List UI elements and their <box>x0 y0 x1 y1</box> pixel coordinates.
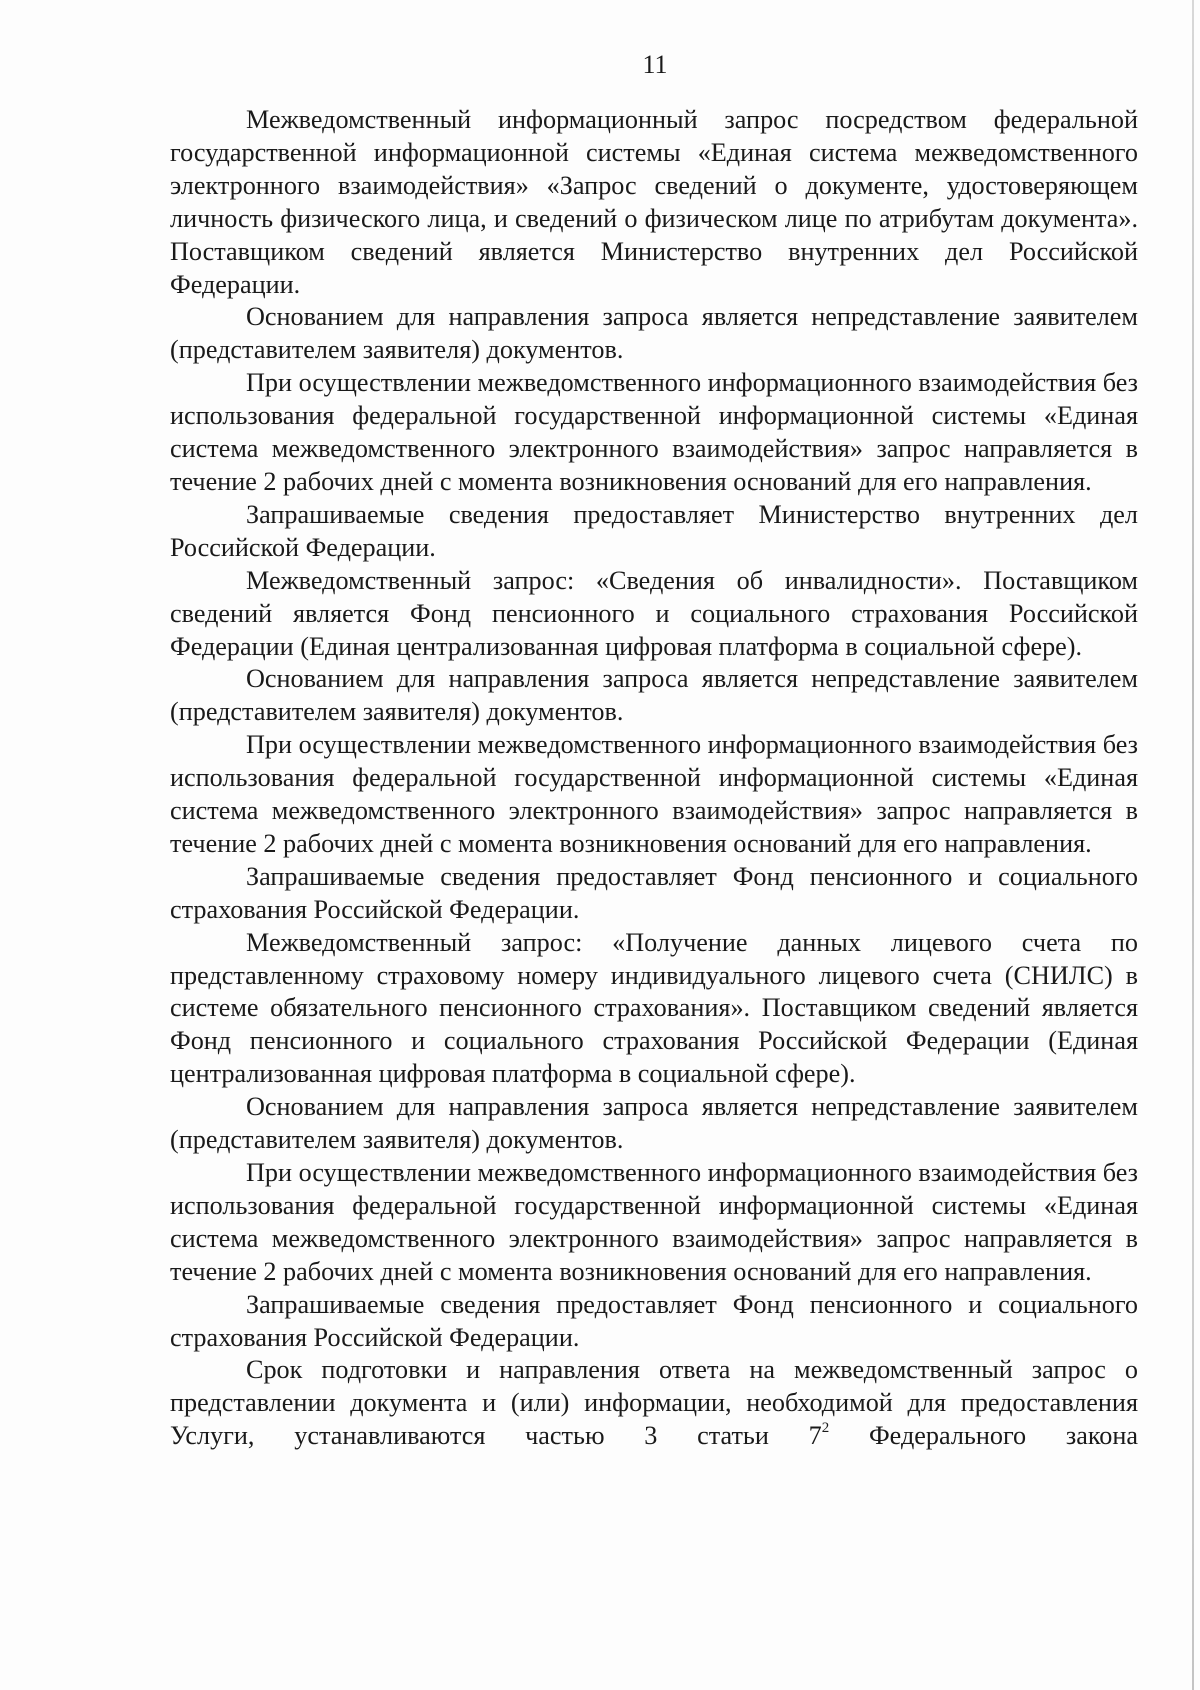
paragraph: Запрашиваемые сведения предоставляет Фонд пенсионного и социального страхования Российской Федерации. <box>170 861 1138 924</box>
article-superscript: 2 <box>821 1420 830 1437</box>
final-paragraph-tail: Федерального закона <box>829 1421 1138 1451</box>
paragraph: Межведомственный запрос: «Сведения об инвалидности». Поставщиком сведений является Фонд пенсионного и социального страхования Российской Федерации (Единая централизованная цифровая платформа в социальной сфере). <box>170 565 1138 661</box>
paragraph: Основанием для направления запроса является непредставление заявителем (представителем заявителя) документов. <box>170 664 1138 727</box>
paragraph: При осуществлении межведомственного информационного взаимодействия без использования федеральной государственной информационной системы «Единая система межведомственного электронного взаимодействия» запрос направляется в течение 2 рабочих дней с момента возникновения оснований для его направления. <box>170 1158 1138 1286</box>
paragraph: При осуществлении межведомственного информационного взаимодействия без использования федеральной государственной информационной системы «Единая система межведомственного электронного взаимодействия» запрос направляется в течение 2 рабочих дней с момента возникновения оснований для его направления. <box>170 730 1138 858</box>
paragraph: Запрашиваемые сведения предоставляет Министерство внутренних дел Российской Федерации. <box>170 499 1138 562</box>
paragraph: При осуществлении межведомственного информационного взаимодействия без использования федеральной государственной информационной системы «Единая система межведомственного электронного взаимодействия» запрос направляется в течение 2 рабочих дней с момента возникновения оснований для его направления. <box>170 368 1138 496</box>
final-paragraph <box>170 1354 1138 1453</box>
paragraph: Основанием для направления запроса является непредставление заявителем (представителем заявителя) документов. <box>170 1092 1138 1155</box>
scan-edge-shadow <box>1192 0 1194 1690</box>
final-paragraph-text: Срок подготовки и направления ответа на межведомственный запрос о представлении документа и (или) информации, необходимой для предоставления Услуги, устанавливаются частью 3 статьи 7 <box>170 1355 1138 1451</box>
paragraph: Запрашиваемые сведения предоставляет Фонд пенсионного и социального страхования Российской Федерации. <box>170 1289 1138 1352</box>
page-number: 11 <box>642 50 668 79</box>
document-body <box>170 104 1138 1453</box>
paragraph: Основанием для направления запроса является непредставление заявителем (представителем заявителя) документов. <box>170 302 1138 365</box>
paragraph: Межведомственный запрос: «Получение данных лицевого счета по представленному страховому номеру индивидуального лицевого счета (СНИЛС) в системе обязательного пенсионного страхования». Поставщиком сведений является Фонд пенсионного и социального страхования Российской Федерации (Единая централизованная цифровая платформа в социальной сфере). <box>170 927 1138 1089</box>
paragraph: Межведомственный информационный запрос посредством федеральной государственной информационной системы «Единая система межведомственного электронного взаимодействия» «Запрос сведений о документе, удостоверяющем личность физического лица, и сведений о физическом лице по атрибутам документа». Поставщиком сведений является Министерство внутренних дел Российской Федерации. <box>170 105 1138 299</box>
